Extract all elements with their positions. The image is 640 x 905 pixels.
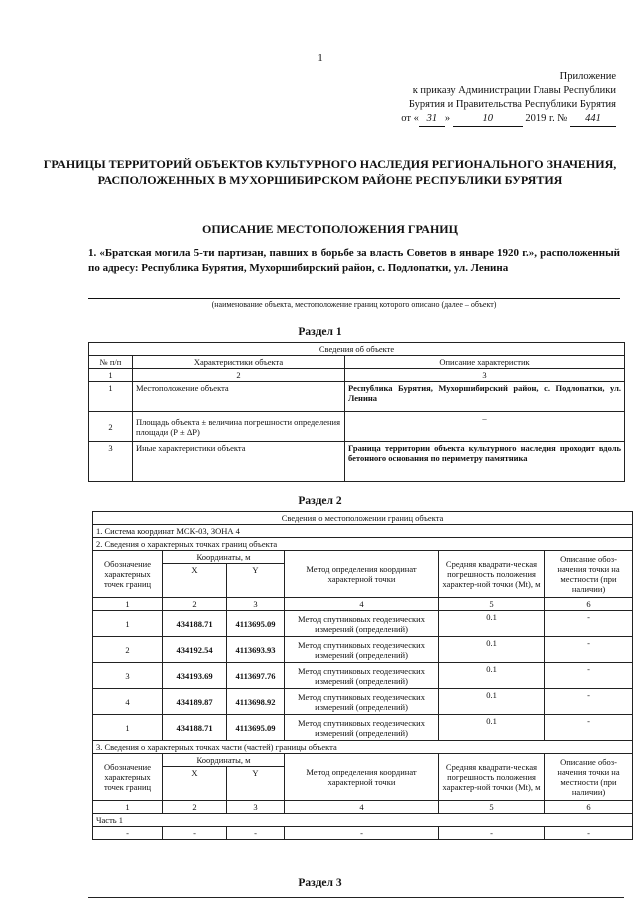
document-title: ГРАНИЦЫ ТЕРРИТОРИЙ ОБЪЕКТОВ КУЛЬТУРНОГО НАСЛЕДИЯ РЕГИОНАЛЬНОГО ЗНАЧЕНИЯ, РАСПОЛОЖЕННЫХ В МУХОРШИБИРСКОМ РАЙОНЕ РЕСПУБЛИКИ БУРЯТИЯ (43, 157, 617, 187)
column-index: 5 (439, 598, 545, 611)
table-cell: Площадь объекта ± величина погрешности определения площади (Р ± ΔР) (133, 412, 345, 442)
page-number: 1 (317, 52, 323, 64)
column-index: 5 (439, 801, 545, 814)
appendix-line: к приказу Администрации Главы Республики (412, 85, 616, 96)
column-index: 2 (163, 598, 227, 611)
object-note: (наименование объекта, местоположение границ которого описано (далее – объект) (211, 300, 497, 309)
table-cell: - (163, 827, 227, 840)
point-y: 4113693.93 (227, 637, 285, 663)
table-row (93, 538, 633, 551)
parts-header: 3. Сведения о характерных точках части (частей) границы объекта (93, 741, 633, 754)
point-x: 434189.87 (163, 689, 227, 715)
point-x: 434192.54 (163, 637, 227, 663)
point-desc: - (545, 715, 633, 741)
table-row (93, 827, 633, 840)
section2-table (92, 511, 633, 840)
table-row (93, 689, 633, 715)
point-y: 4113698.92 (227, 689, 285, 715)
table-row (93, 663, 633, 689)
column-header: Метод определения координат характерной точки (285, 754, 439, 801)
column-index: 6 (545, 598, 633, 611)
table-row (93, 598, 633, 611)
column-header: Y (227, 767, 285, 801)
table-row (89, 343, 625, 356)
point-method: Метод спутниковых геодезических измерений (определений) (285, 689, 439, 715)
point-error: 0.1 (439, 715, 545, 741)
table-cell: - (227, 827, 285, 840)
table-row (93, 512, 633, 525)
table-row (93, 814, 633, 827)
point-id: 3 (93, 663, 163, 689)
table-row (93, 715, 633, 741)
point-method: Метод спутниковых геодезических измерений (определений) (285, 611, 439, 637)
table-cell: 3 (89, 442, 133, 482)
table-header: Сведения о местоположении границ объекта (93, 512, 633, 525)
date-month: 10 (453, 112, 523, 127)
table-row (89, 412, 625, 442)
point-error: 0.1 (439, 689, 545, 715)
column-index: 6 (545, 801, 633, 814)
point-error: 0.1 (439, 663, 545, 689)
point-error: 0.1 (439, 637, 545, 663)
column-index: 3 (227, 598, 285, 611)
point-y: 4113695.09 (227, 611, 285, 637)
column-header: X (163, 564, 227, 598)
table-cell: 2 (89, 412, 133, 442)
table-cell: Граница территории объекта культурного наследия проходит вдоль бетонного основания по периметру памятника (345, 442, 625, 482)
column-index: 1 (93, 598, 163, 611)
point-id: 4 (93, 689, 163, 715)
column-header: Обозначение характерных точек границ (93, 754, 163, 801)
point-id: 1 (93, 611, 163, 637)
column-index: 2 (163, 801, 227, 814)
column-header: Описание обоз-начения точки на местности (при наличии) (545, 551, 633, 598)
table-cell: 1 (89, 382, 133, 412)
coordinate-system: 1. Система координат МСК-03, ЗОНА 4 (93, 525, 633, 538)
point-method: Метод спутниковых геодезических измерений (определений) (285, 637, 439, 663)
table-cell: Местоположение объекта (133, 382, 345, 412)
column-index: 4 (285, 598, 439, 611)
point-x: 434188.71 (163, 611, 227, 637)
table-row (93, 801, 633, 814)
object-underline (88, 298, 620, 299)
table-header: Сведения об объекте (89, 343, 625, 356)
point-y: 4113695.09 (227, 715, 285, 741)
date-year: 2019 г. № (525, 113, 568, 124)
column-index: 1 (89, 369, 133, 382)
part-label: Часть 1 (93, 814, 633, 827)
order-number: 441 (570, 112, 616, 127)
point-desc: - (545, 689, 633, 715)
table-cell: - (545, 827, 633, 840)
column-header: Метод определения координат характерной точки (285, 551, 439, 598)
object-description: 1. «Братская могила 5-ти партизан, павших в борьбе за власть Советов в январе 1920 г.», расположенный по адресу: Республика Бурятия, Мухоршибирский район, с. Подлопатки, ул. Ленина (88, 247, 620, 274)
table-row (93, 525, 633, 538)
section1-title: Раздел 1 (298, 326, 342, 338)
table-row (93, 611, 633, 637)
point-x: 434188.71 (163, 715, 227, 741)
table-cell: Иные характеристики объекта (133, 442, 345, 482)
table-row (89, 356, 625, 369)
point-id: 1 (93, 715, 163, 741)
date-quote: » (444, 113, 451, 124)
table-row (93, 754, 633, 767)
column-header: Координаты, м (163, 754, 285, 767)
table-row (89, 382, 625, 412)
column-index: 3 (345, 369, 625, 382)
column-header: Y (227, 564, 285, 598)
document-subtitle: ОПИСАНИЕ МЕСТОПОЛОЖЕНИЯ ГРАНИЦ (202, 222, 458, 236)
date-prefix: от « (401, 113, 419, 124)
column-header: Характеристики объекта (133, 356, 345, 369)
point-desc: - (545, 611, 633, 637)
column-header: Координаты, м (163, 551, 285, 564)
column-index: 3 (227, 801, 285, 814)
point-method: Метод спутниковых геодезических измерений (определений) (285, 715, 439, 741)
column-index: 2 (133, 369, 345, 382)
point-error: 0.1 (439, 611, 545, 637)
table-row (89, 369, 625, 382)
column-header: Описание обоз-начения точки на местности (при наличии) (545, 754, 633, 801)
point-desc: - (545, 663, 633, 689)
appendix-title: Приложение (559, 71, 616, 82)
table-cell: Республика Бурятия, Мухоршибирский район, с. Подлопатки, ул. Ленина (345, 382, 625, 412)
appendix-block (401, 70, 616, 127)
column-header: X (163, 767, 227, 801)
section2-title: Раздел 2 (298, 495, 342, 507)
column-header: Обозначение характерных точек границ (93, 551, 163, 598)
point-desc: - (545, 637, 633, 663)
table-cell: - (285, 827, 439, 840)
column-index: 4 (285, 801, 439, 814)
table-cell: - (93, 827, 163, 840)
points-header: 2. Сведения о характерных точках границ объекта (93, 538, 633, 551)
table-row (93, 551, 633, 564)
table-row (93, 741, 633, 754)
table-row (93, 637, 633, 663)
column-index: 1 (93, 801, 163, 814)
point-id: 2 (93, 637, 163, 663)
section3-table-edge (88, 897, 624, 898)
appendix-date-line (401, 112, 616, 127)
appendix-line: Бурятия и Правительства Республики Бурятия (408, 99, 616, 110)
point-method: Метод спутниковых геодезических измерений (определений) (285, 663, 439, 689)
column-header: № п/п (89, 356, 133, 369)
column-header: Описание характеристик (345, 356, 625, 369)
table-cell: - (439, 827, 545, 840)
column-header: Средняя квадрати-ческая погрешность положения характер-ной точки (Mt), м (439, 551, 545, 598)
column-header: Средняя квадрати-ческая погрешность положения характер-ной точки (Mt), м (439, 754, 545, 801)
section1-table (88, 342, 625, 482)
table-cell: – (345, 412, 625, 442)
point-y: 4113697.76 (227, 663, 285, 689)
table-row (89, 442, 625, 482)
point-x: 434193.69 (163, 663, 227, 689)
section3-title: Раздел 3 (298, 877, 342, 889)
date-day: 31 (419, 112, 445, 127)
